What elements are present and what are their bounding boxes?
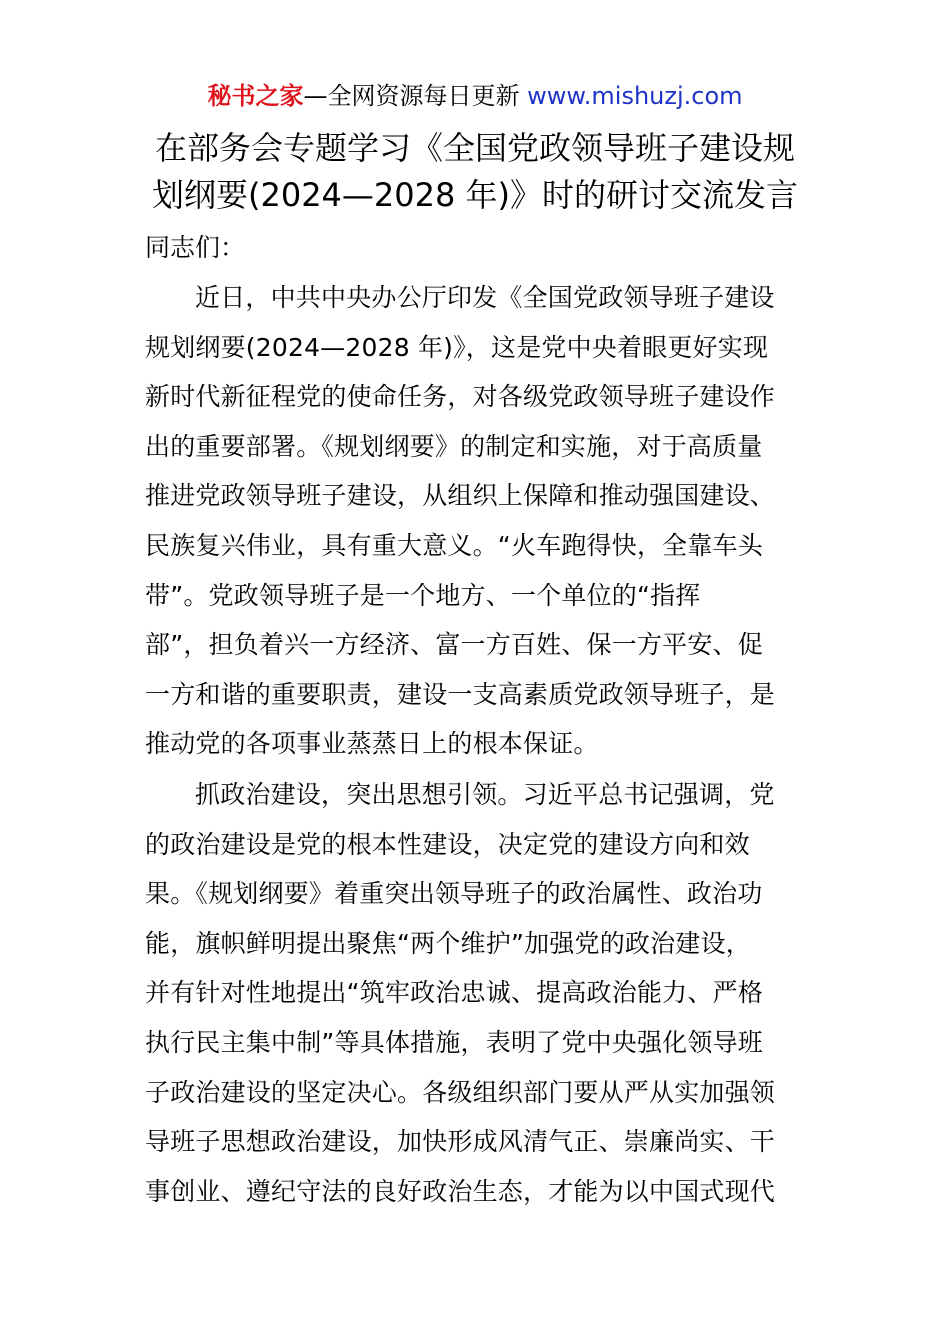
paragraph-1: [145, 273, 807, 769]
paragraph-line: 推进党政领导班子建设，从组织上保障和推动强国建设、: [145, 481, 776, 511]
paragraph-line: 规划纲要(2024—2028 年)》，这是党中央着眼更好实现: [145, 332, 769, 362]
paragraph-line: 导班子思想政治建设，加快形成风清气正、崇廉尚实、干: [145, 1127, 776, 1157]
paragraph-line: 事创业、遵纪守法的良好政治生态，才能为以中国式现代: [145, 1176, 776, 1206]
paragraph-line: 果。《规划纲要》着重突出领导班子的政治属性、政治功: [145, 879, 763, 909]
site-header: [0, 80, 950, 112]
salutation: 同志们：: [145, 233, 246, 262]
site-tagline: —全网资源每日更新: [303, 82, 528, 110]
paragraph-line: 抓政治建设，突出思想引领。习近平总书记强调，党: [195, 780, 775, 809]
paragraph-2: [145, 770, 807, 1216]
site-url-link[interactable]: www.mishuzj.com: [527, 82, 743, 110]
paragraph-line: 出的重要部署。《规划纲要》的制定和实施，对于高质量: [145, 431, 763, 461]
paragraph-line: 推动党的各项事业蒸蒸日上的根本保证。: [145, 729, 599, 759]
paragraph-line: 民族复兴伟业，具有重大意义。“火车跑得快，全靠车头: [145, 530, 763, 560]
paragraph-line: 近日，中共中央办公厅印发《全国党政领导班子建设: [195, 283, 775, 312]
paragraph-line: 子政治建设的坚定决心。各级组织部门要从严从实加强领: [145, 1077, 776, 1107]
paragraph-line: 新时代新征程党的使命任务，对各级党政领导班子建设作: [145, 382, 776, 412]
site-brand: 秘书之家: [207, 82, 304, 110]
paragraph-line: 并有针对性地提出“筑牢政治忠诚、提高政治能力、严格: [145, 978, 763, 1008]
paragraph-line: 部”，担负着兴一方经济、富一方百姓、保一方平安、促: [145, 630, 763, 660]
document-title: [120, 125, 830, 219]
title-line-2: 划纲要(2024—2028 年)》时的研讨交流发言: [151, 176, 799, 214]
paragraph-line: 执行民主集中制”等具体措施，表明了党中央强化领导班: [145, 1027, 763, 1057]
paragraph-line: 能，旗帜鲜明提出聚焦“两个维护”加强党的政治建设，: [145, 928, 751, 958]
title-line-1: 在部务会专题学习《全国党政领导班子建设规: [154, 129, 795, 167]
paragraph-line: 一方和谐的重要职责，建设一支高素质党政领导班子，是: [145, 679, 776, 709]
paragraph-line: 的政治建设是党的根本性建设，决定党的建设方向和效: [145, 829, 750, 859]
paragraph-line: 带”。党政领导班子是一个地方、一个单位的“指挥: [145, 580, 701, 610]
